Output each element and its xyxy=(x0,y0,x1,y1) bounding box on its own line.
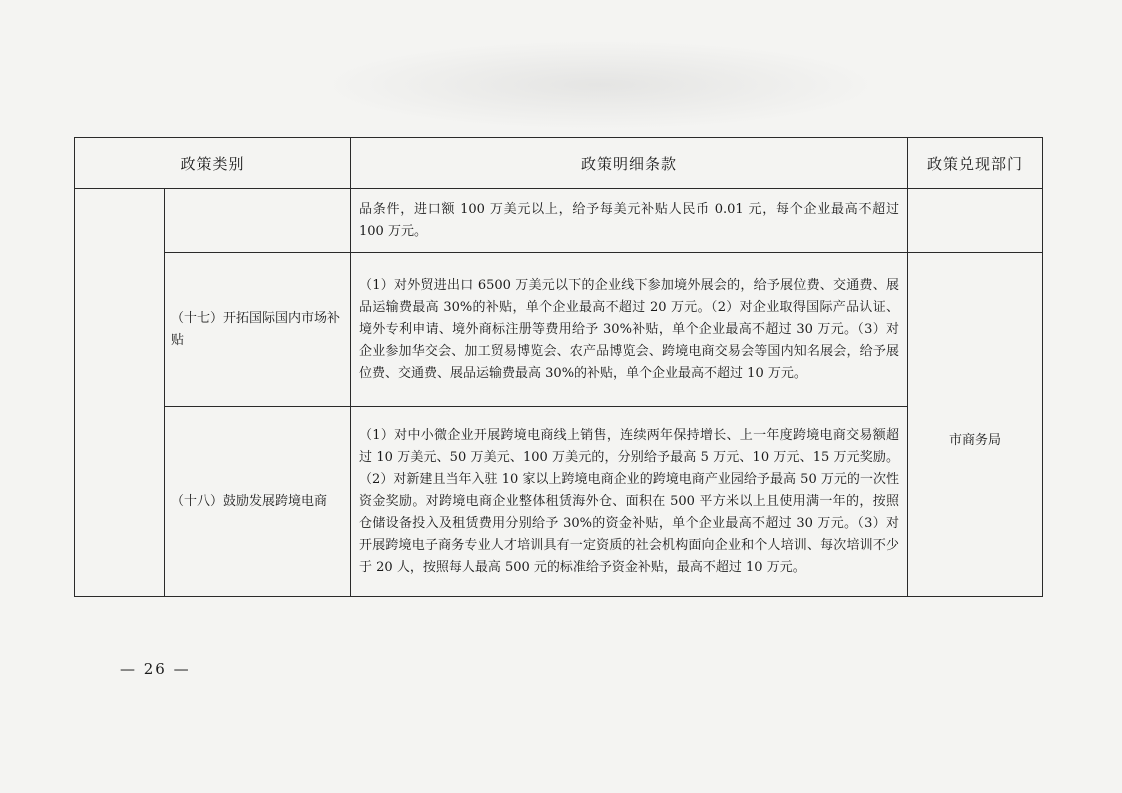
table-row xyxy=(75,189,1043,253)
page-number: — 26 — xyxy=(120,660,191,678)
details-cell: 品条件，进口额 100 万美元以上，给予每美元补贴人民币 0.01 元，每个企业最高不超过 100 万元。 xyxy=(351,189,908,253)
table-row xyxy=(75,407,1043,597)
header-details: 政策明细条款 xyxy=(351,138,908,189)
category-group-cell xyxy=(75,189,165,597)
department-cell xyxy=(908,189,1043,253)
category-cell: （十八）鼓励发展跨境电商 xyxy=(165,407,351,597)
table-header-row xyxy=(75,138,1043,189)
table-row xyxy=(75,253,1043,407)
policy-table xyxy=(74,137,1043,597)
category-cell xyxy=(165,189,351,253)
category-cell: （十七）开拓国际国内市场补贴 xyxy=(165,253,351,407)
department-merged-cell xyxy=(908,253,1043,597)
header-category: 政策类别 xyxy=(75,138,351,189)
details-cell: （1）对中小微企业开展跨境电商线上销售，连续两年保持增长、上一年度跨境电商交易额超过 10 万美元、50 万美元、100 万美元的，分别给予最高 5 万元、10 万元、15 万元奖励。（2）对新建且当年入驻 10 家以上跨境电商企业的跨境电商产业园给予最高 50 万元的一次性资金奖励。对跨境电商企业整体租赁海外仓、面积在 500 平方米以上且使用满一年的，按照仓储设备投入及租赁费用分别给予 30%的资金补贴，单个企业最高不超过 30 万元。（3）对开展跨境电子商务专业人才培训具有一定资质的社会机构面向企业和个人培训、每次培训不少于 20 人，按照每人最高 500 元的标准给予资金补贴，最高不超过 10 万元。 xyxy=(351,407,908,597)
department-label: 市商务局 xyxy=(949,433,1002,448)
header-department: 政策兑现部门 xyxy=(908,138,1043,189)
scan-bleed-through xyxy=(320,40,880,130)
details-cell: （1）对外贸进出口 6500 万美元以下的企业线下参加境外展会的，给予展位费、交通费、展品运输费最高 30%的补贴，单个企业最高不超过 20 万元。（2）对企业取得国际产品认证、境外专利申请、境外商标注册等费用给予 30%补贴，单个企业最高不超过 30 万元。（3）对企业参加华交会、加工贸易博览会、农产品博览会、跨境电商交易会等国内知名展会，给予展位费、交通费、展品运输费最高 30%的补贴，单个企业最高不超过 10 万元。 xyxy=(351,253,908,407)
